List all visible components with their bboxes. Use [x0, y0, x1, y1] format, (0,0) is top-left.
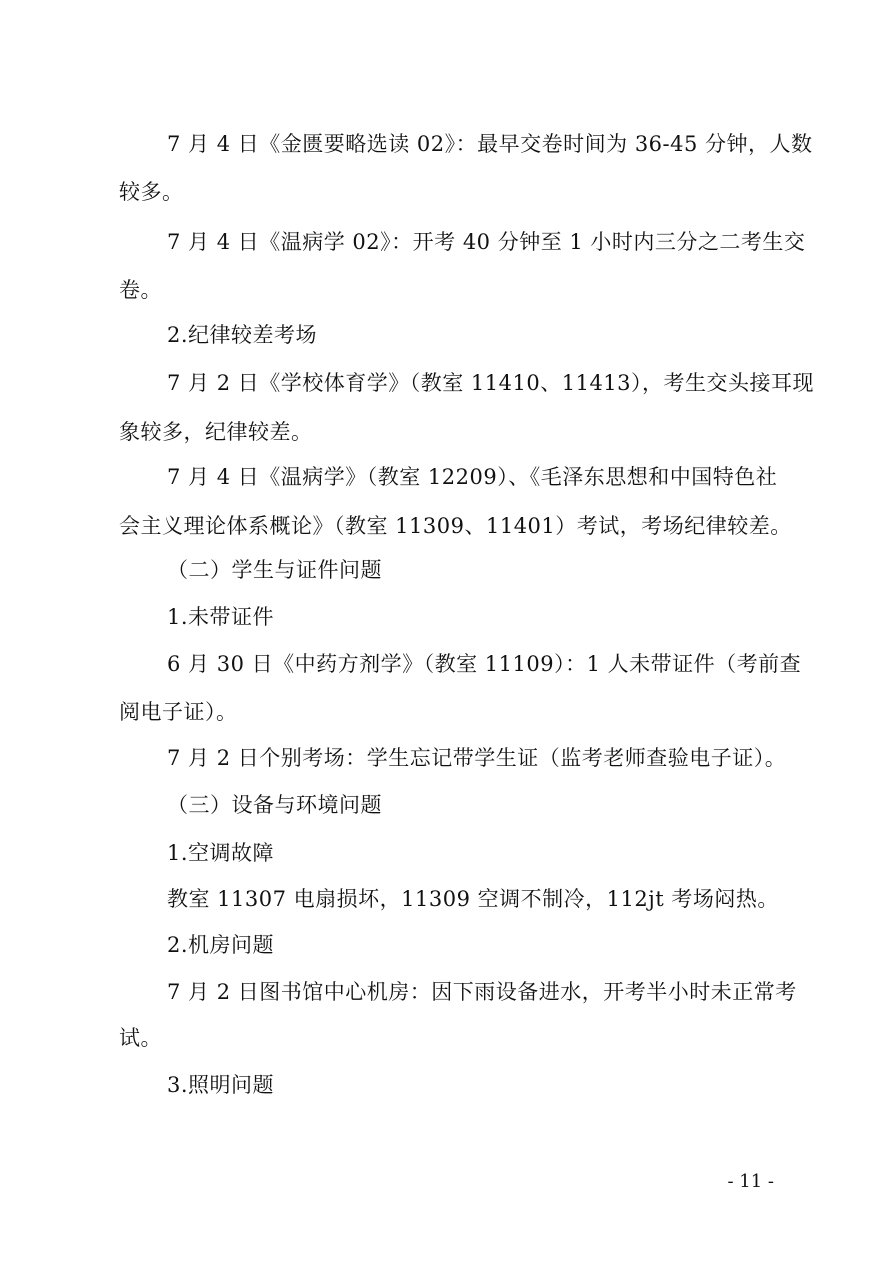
paragraph-line: 较多。	[119, 180, 184, 204]
subsection-heading: 2.机房问题	[167, 933, 275, 957]
paragraph-line: 教室 11307 电扇损坏，11309 空调不制冷，112jt 考场闷热。	[167, 887, 779, 911]
paragraph-line: 阅电子证）。	[119, 700, 238, 724]
subsection-heading: 3.照明问题	[167, 1073, 275, 1097]
section-heading: 2.纪律较差考场	[167, 323, 318, 347]
section-heading: （二）学生与证件问题	[167, 558, 382, 582]
paragraph-line: 7 月 4 日《温病学 02》：开考 40 分钟至 1 小时内三分之二考生交	[167, 230, 806, 254]
paragraph-line: 象较多，纪律较差。	[119, 420, 313, 444]
section-heading: （三）设备与环境问题	[167, 793, 382, 817]
paragraph-line: 卷。	[119, 278, 162, 302]
subsection-heading: 1.未带证件	[167, 605, 275, 629]
paragraph-line: 7 月 2 日图书馆中心机房：因下雨设备进水，开考半小时未正常考	[167, 980, 797, 1004]
paragraph-line: 6 月 30 日《中药方剂学》（教室 11109）：1 人未带证件（考前查	[167, 652, 802, 676]
paragraph-line: 7 月 4 日《金匮要略选读 02》：最早交卷时间为 36-45 分钟，人数	[167, 132, 813, 156]
paragraph-line: 7 月 4 日《温病学》（教室 12209）、《毛泽东思想和中国特色社	[167, 465, 778, 489]
subsection-heading: 1.空调故障	[167, 841, 275, 865]
paragraph-line: 试。	[119, 1026, 162, 1050]
paragraph-line: 会主义理论体系概论》（教室 11309、11401）考试，考场纪律较差。	[119, 514, 792, 538]
paragraph-line: 7 月 2 日个别考场：学生忘记带学生证（监考老师查验电子证）。	[167, 746, 787, 770]
page-number: - 11 -	[727, 1171, 774, 1192]
paragraph-line: 7 月 2 日《学校体育学》（教室 11410、11413），考生交头接耳现	[167, 371, 815, 395]
